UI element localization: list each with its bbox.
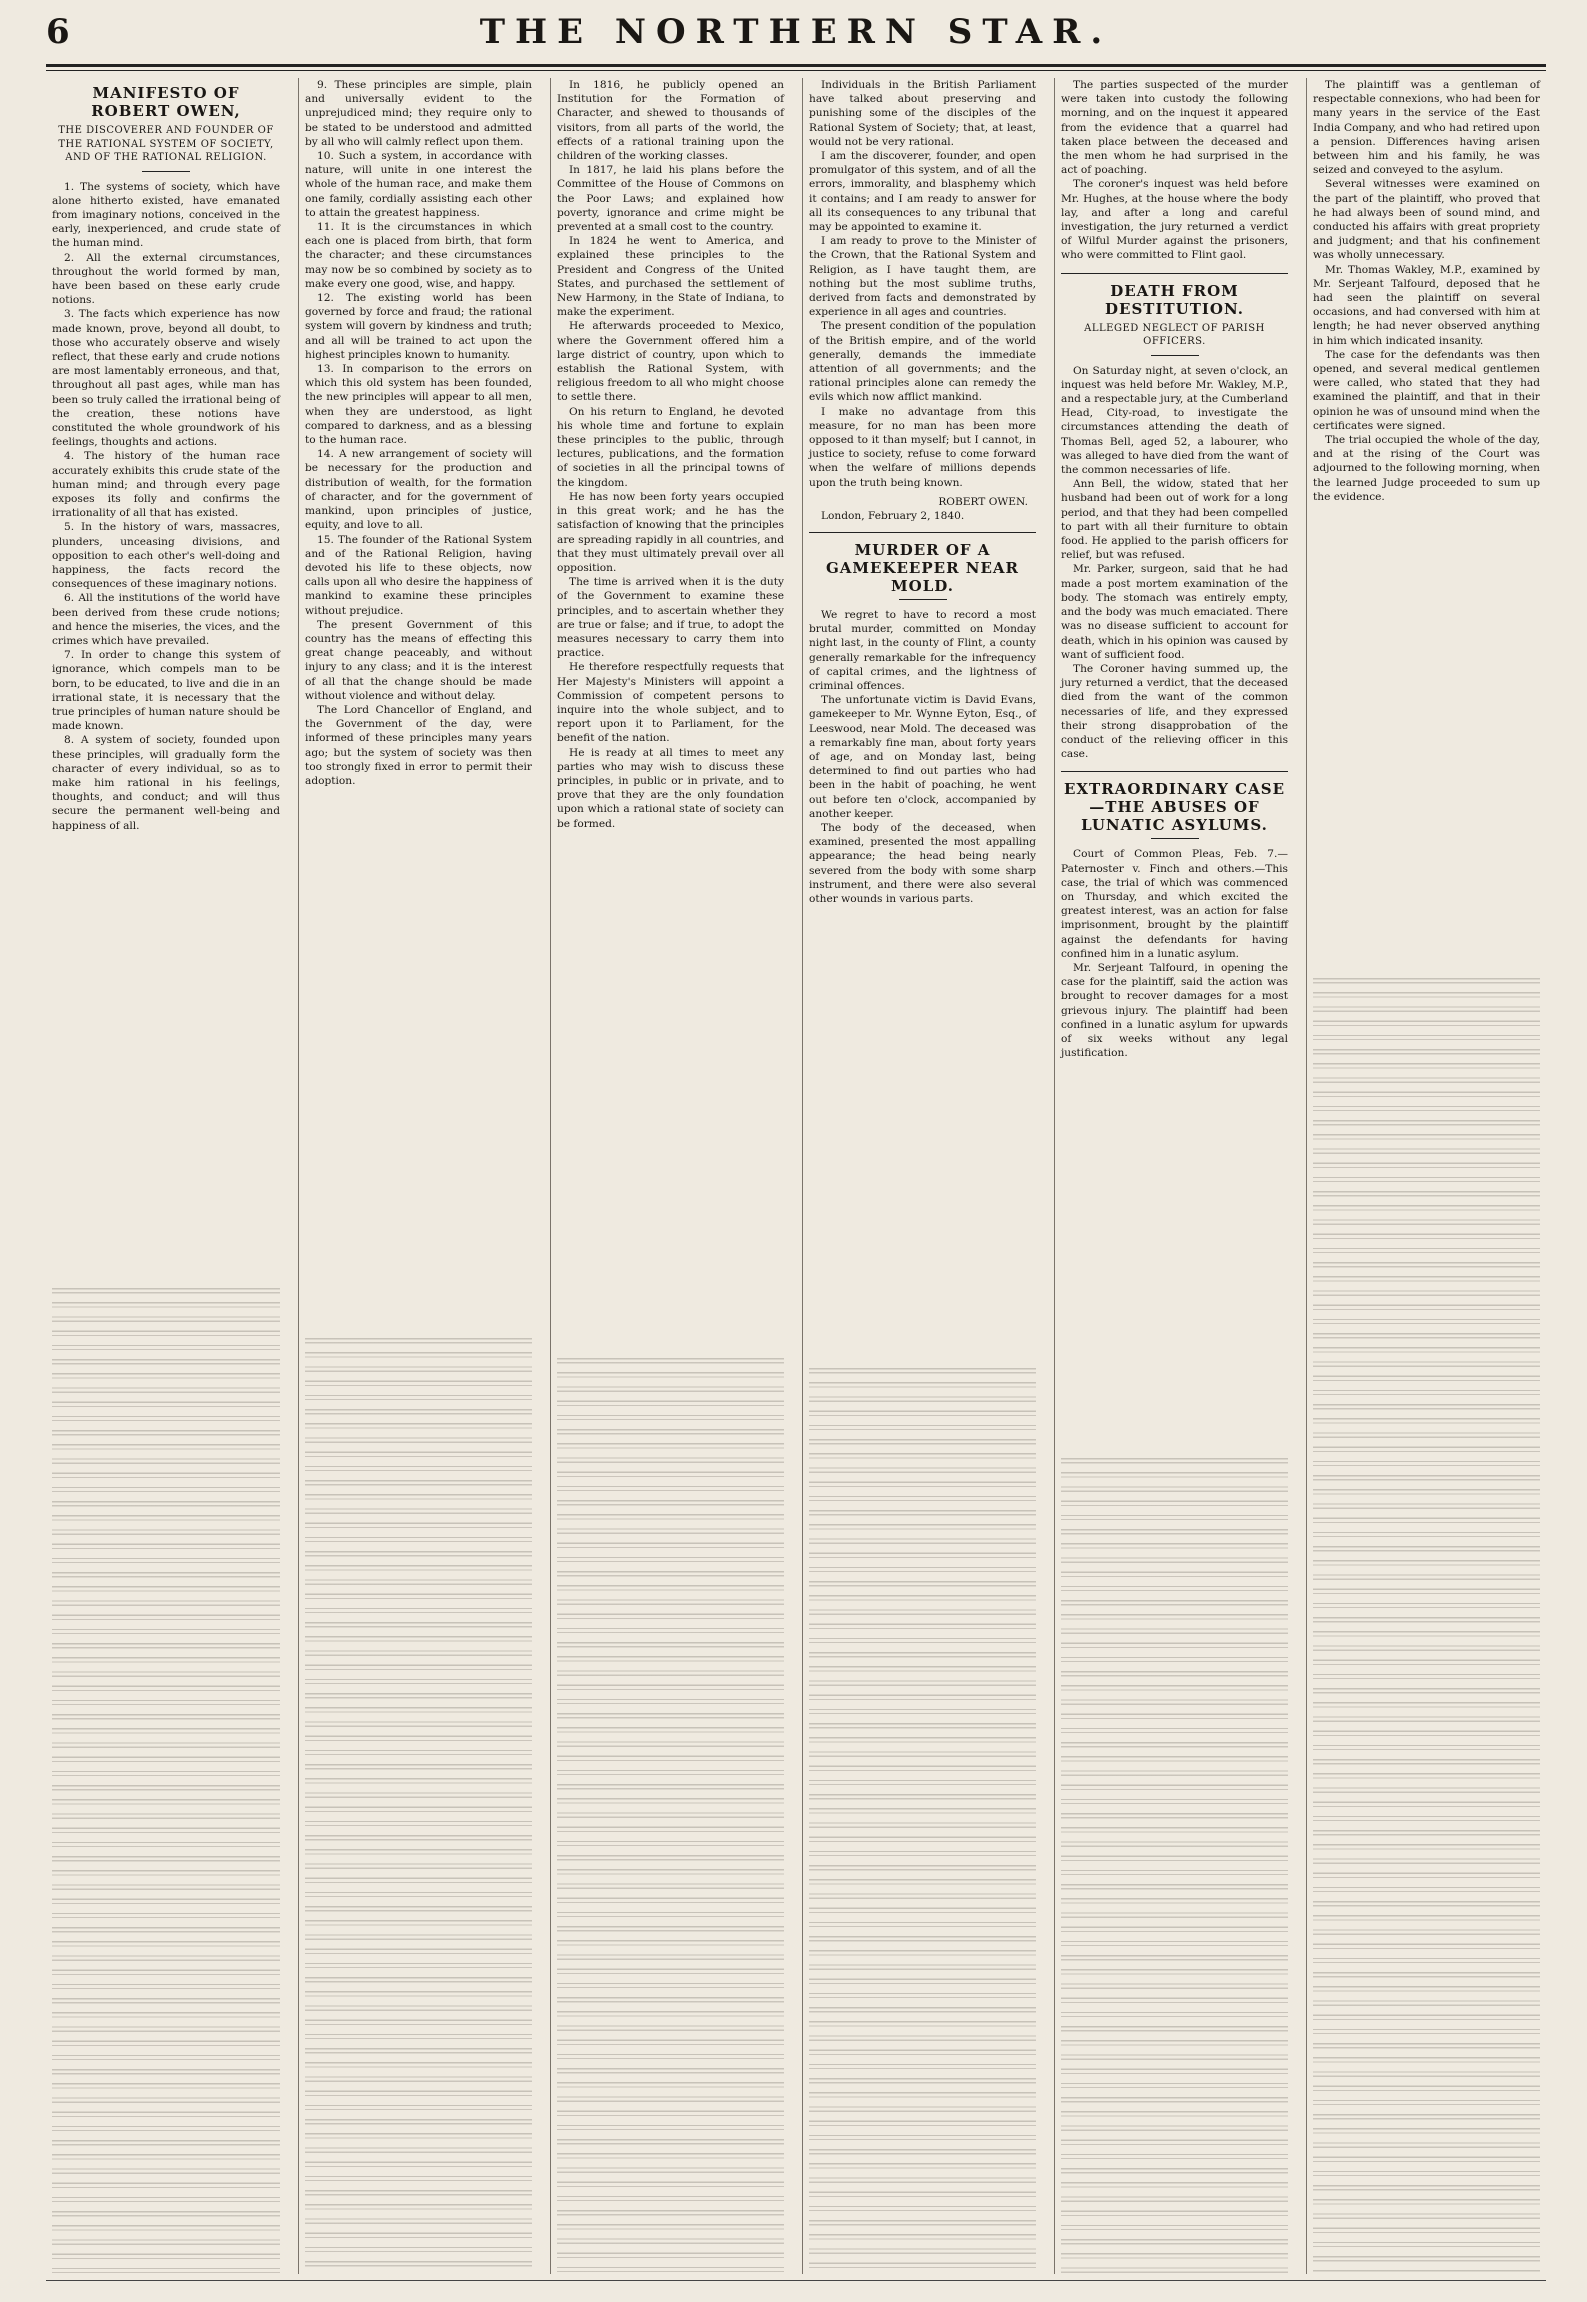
column-3 <box>550 78 790 2274</box>
owen-headline: MANIFESTO OF ROBERT OWEN, <box>91 84 241 120</box>
article-paragraph: 9. These principles are simple, plain and universally evident to the unprejudiced mind; they require only to be stated to be understood and admitted by all who will calmly reflect upon them. <box>305 79 532 148</box>
article-paragraph: The Lord Chancellor of England, and the Government of the day, were informed of these principles many years ago; but the system of society was then too strongly fixed in error to permit their adoption. <box>305 703 532 787</box>
article-paragraph: The time is arrived when it is the duty of the Government to examine these principles, and to ascertain whether they are true or false; and if true, to adopt the measures necessary to carry them into practice. <box>557 576 784 660</box>
lunatic-headline: EXTRAORDINARY CASE—THE ABUSES OF LUNATIC ASYLUMS. <box>1063 780 1286 835</box>
article-paragraph: 6. All the institutions of the world have been derived from these crude notions; and hence the miseries, the vices, and the crimes which have prevailed. <box>52 592 280 647</box>
article-paragraph: I am the discoverer, founder, and open promulgator of this system, and of all the errors, immorality, and blasphemy which it contains; and I am ready to answer for all its consequences to any tribunal that may be appointed to examine it. <box>809 150 1036 234</box>
page-number: 6 <box>46 12 71 52</box>
article-paragraph: In 1817, he laid his plans before the Committee of the House of Commons on the Poor Laws; and explained how poverty, ignorance and crime might be prevented at a small cost to the country. <box>557 164 784 234</box>
article-paragraph: 10. Such a system, in accordance with nature, will unite in one interest the whole of the human race, and make them one family, cordially assisting each other to attain the greatest happiness. <box>305 150 532 219</box>
article-paragraph: Court of Common Pleas, Feb. 7.—Paternoster v. Finch and others.—This case, the trial of which was commenced on Thursday, and which excited the greatest interest, was an action for false imprisonment, brought by the plaintiff against the defendants for having confined him in a lunatic asylum. <box>1061 848 1288 960</box>
article-paragraph: On Saturday night, at seven o'clock, an inquest was held before Mr. Wakley, M.P., and a respectable jury, at the Cumberland Head, City-road, to investigate the circumstances attending the death of Thomas Bell, aged 52, a labourer, who was alleged to have died from the want of the common necessaries of life. <box>1061 364 1288 477</box>
divider <box>1151 838 1199 839</box>
newspaper-title: THE NORTHERN STAR. <box>479 12 1113 52</box>
article-paragraph: The unfortunate victim is David Evans, gamekeeper to Mr. Wynne Eyton, Esq., of Leeswood, near Mold. The deceased was a remarkably fine man, about forty years of age, and on Monday last, being determined to find out parties who had been in the habit of poaching, he went out before ten o'clock, accompanied by another keeper. <box>809 694 1036 820</box>
column-1 <box>46 78 286 2274</box>
article-paragraph: 2. All the external circumstances, throughout the world formed by man, have been based on these early crude notions. <box>52 251 280 307</box>
article-paragraph: I am ready to prove to the Minister of the Crown, that the Rational System and Religion, as I have taught them, are nothing but the most sublime truths, derived from facts and demonstrated by experience in all ages and countries. <box>809 235 1036 319</box>
divider <box>1151 355 1199 356</box>
article-paragraph: Ann Bell, the widow, stated that her husband had been out of work for a long period, and that they had been compelled to part with all their furniture to obtain food. He applied to the parish officers for relief, but was refused. <box>1061 478 1288 562</box>
article-paragraph: The Coroner having summed up, the jury returned a verdict, that the deceased died from the want of the common necessaries of life, and they expressed their strong disapprobation of the conduct of the relieving officer in this case. <box>1061 662 1288 761</box>
article-paragraph: The body of the deceased, when examined, presented the most appalling appearance; the head being nearly severed from the body with some sharp instrument, and there were also several other wounds in various parts. <box>809 821 1036 905</box>
article-paragraph: Individuals in the British Parliament have talked about preserving and punishing some of the disciples of the Rational System of Society; that, at least, would not be very rational. <box>809 79 1036 148</box>
article-paragraph: 11. It is the circumstances in which each one is placed from birth, that form the character; and these circumstances may now be so combined by society as to make every one good, wise, and happy. <box>305 221 532 290</box>
article-paragraph: 13. In comparison to the errors on which this old system has been founded, the new principles will appear to all men, when they are understood, as light compared to darkness, and as a blessing to the human race. <box>305 363 532 447</box>
article-paragraph: 1. The systems of society, which have alone hitherto existed, have emanated from imaginary notions, conceived in the early, inexperienced, and crude state of the human mind. <box>52 180 280 250</box>
divider <box>1061 273 1288 274</box>
article-paragraph: The parties suspected of the murder were taken into custody the following morning, and on the inquest it appeared from the evidence that a quarrel had taken place between the deceased and the men whom he had surprised in the act of poaching. <box>1061 79 1288 177</box>
article-paragraph: We regret to have to record a most brutal murder, committed on Monday night last, in the county of Flint, a county generally remarkable for the infrequency of capital crimes, and the lightness of criminal offences. <box>809 608 1036 692</box>
text-filler <box>809 1368 1036 2274</box>
signature: ROBERT OWEN. <box>938 495 1028 508</box>
text-filler <box>1061 1458 1288 2274</box>
column-2 <box>298 78 538 2274</box>
article-paragraph: The present Government of this country has the means of effecting this great change peaceably, and without injury to any class; and it is the interest of all that the change should be made without violence and without delay. <box>305 618 532 702</box>
article-paragraph: Mr. Serjeant Talfourd, in opening the case for the plaintiff, said the action was brought to recover damages for a most grievous injury. The plaintiff had been confined in a lunatic asylum for upwards of six weeks without any legal justification. <box>1061 961 1288 1060</box>
article-paragraph: 14. A new arrangement of society will be necessary for the production and distribution of wealth, for the formation of character, and for the government of mankind, upon principles of justice, equity, and love to all. <box>305 448 532 532</box>
masthead-rule <box>46 64 1546 71</box>
article-paragraph: 4. The history of the human race accurately exhibits this crude state of the human mind; and through every page exposes its folly and confirms the irrationality of all that has existed. <box>52 450 280 520</box>
article-paragraph: 15. The founder of the Rational System and of the Rational Religion, having devoted his life to these objects, now calls upon all who desire the happiness of mankind to examine these principles without prejudice. <box>305 533 532 617</box>
article-paragraph: 3. The facts which experience has now made known, prove, beyond all doubt, to those who accurately observe and wisely reflect, that these early and crude notions are most lamentably erroneous, and that, throughout all past ages, while man has been so truly called the irrational being of the creation, these notions have constituted the whole groundwork of his feelings, thoughts and actions. <box>52 308 280 449</box>
text-filler <box>305 1338 532 2274</box>
article-paragraph: 7. In order to change this system of ignorance, which compels man to be born, to be educated, to live and die in an irrational state, it is necessary that the true principles of human nature should be made known. <box>52 649 280 733</box>
article-paragraph: 8. A system of society, founded upon these principles, will gradually form the character of every individual, so as to make him rational in his feelings, thoughts, and conduct; and will thus secure the permanent well-being and happiness of all. <box>52 734 280 832</box>
destitution-subhead: ALLEGED NEGLECT OF PARISH OFFICERS. <box>1084 322 1265 348</box>
article-paragraph: In 1816, he publicly opened an Institution for the Formation of Character, and shewed to thousands of visitors, from all parts of the world, the effects of a rational training upon the children of the working classes. <box>557 79 784 163</box>
column-6 <box>1306 78 1546 2274</box>
text-filler <box>1313 978 1540 2274</box>
article-paragraph: The plaintiff was a gentleman of respectable connexions, who had been for many years in the service of the East India Company, and who had retired upon a pension. Differences having arisen between him and his family, he was seized and conveyed to the asylum. <box>1313 79 1540 177</box>
murder-headline: MURDER OF A GAMEKEEPER NEAR MOLD. <box>825 540 1020 595</box>
article-paragraph: He has now been forty years occupied in this great work; and he has the satisfaction of knowing that the principles are spreading rapidly in all countries, and that they must ultimately prevail over all opposition. <box>557 490 784 574</box>
article-paragraph: The present condition of the population of the British empire, and of the world generally, demands the immediate attention of all governments; and the rational principles alone can remedy the evils which now afflict mankind. <box>809 320 1036 404</box>
divider <box>1061 771 1288 772</box>
text-filler <box>52 1288 280 2274</box>
article-paragraph: The case for the defendants was then opened, and several medical gentlemen were called, who stated that they had examined the plaintiff, and that in their opinion he was of unsound mind when the certificates were signed. <box>1313 348 1541 432</box>
masthead <box>46 8 1546 62</box>
article-paragraph: Mr. Thomas Wakley, M.P., examined by Mr. Serjeant Talfourd, deposed that he had seen the plaintiff on several occasions, and had conversed with him at length; he had never observed anything in him which indicated insanity. <box>1313 263 1540 347</box>
article-paragraph: 5. In the history of wars, massacres, plunders, unceasing divisions, and opposition to each other's well-doing and happiness, the facts record the consequences of these imaginary notions. <box>52 521 280 591</box>
bottom-rule <box>46 2280 1546 2281</box>
divider <box>809 532 1036 533</box>
owen-subhead: THE DISCOVERER AND FOUNDER OF THE RATIONAL SYSTEM OF SOCIETY, AND OF THE RATIONAL RELIGION. <box>58 125 274 163</box>
text-filler <box>557 1358 784 2274</box>
article-paragraph: The trial occupied the whole of the day, and at the rising of the Court was adjourned to the following morning, when the learned Judge proceeded to sum up the evidence. <box>1313 434 1540 503</box>
divider <box>899 599 947 600</box>
column-4 <box>802 78 1042 2274</box>
article-paragraph: He is ready at all times to meet any parties who may wish to discuss these principles, in public or in private, and to prove that they are the only foundation upon which a rational state of society can be formed. <box>557 746 784 830</box>
article-paragraph: I make no advantage from this measure, for no man has been more opposed to it than myself; but I cannot, in justice to society, refuse to come forward when the welfare of millions depends upon the truth being known. <box>809 405 1036 489</box>
article-paragraph: He afterwards proceeded to Mexico, where the Government offered him a large district of country, upon which to establish the Rational System, with religious freedom to all who might choose to settle there. <box>557 320 784 404</box>
destitution-headline: DEATH FROM DESTITUTION. <box>1105 281 1244 318</box>
article-paragraph: 12. The existing world has been governed by force and fraud; the rational system will govern by kindness and truth; and all will be trained to act upon the highest principles known to humanity. <box>305 292 532 361</box>
article-paragraph: In 1824 he went to America, and explained these principles to the President and Congress of the United States, and purchased the settlement of New Harmony, in the State of Indiana, to make the experiment. <box>557 235 784 319</box>
divider <box>142 171 190 172</box>
article-paragraph: On his return to England, he devoted his whole time and fortune to explain these principles to the public, through lectures, publications, and the formation of societies in all the principal towns of the kingdom. <box>557 405 784 489</box>
columns <box>46 78 1546 2274</box>
dateline: London, February 2, 1840. <box>821 509 965 522</box>
column-5 <box>1054 78 1294 2274</box>
article-paragraph: The coroner's inquest was held before Mr. Hughes, at the house where the body lay, and after a long and careful investigation, the jury returned a verdict of Wilful Murder against the prisoners, who were committed to Flint gaol. <box>1061 178 1288 262</box>
article-paragraph: He therefore respectfully requests that Her Majesty's Ministers will appoint a Commission of competent persons to inquire into the whole subject, and to report upon it to Parliament, for the benefit of the nation. <box>557 661 784 745</box>
article-paragraph: Mr. Parker, surgeon, said that he had made a post mortem examination of the body. The stomach was entirely empty, and the body was much emaciated. There was no disease sufficient to account for death, which in his opinion was caused by want of sufficient food. <box>1061 563 1288 661</box>
article-paragraph: Several witnesses were examined on the part of the plaintiff, who proved that he had always been of sound mind, and conducted his affairs with great propriety and judgment; and that his confinement was wholly unnecessary. <box>1313 178 1540 262</box>
